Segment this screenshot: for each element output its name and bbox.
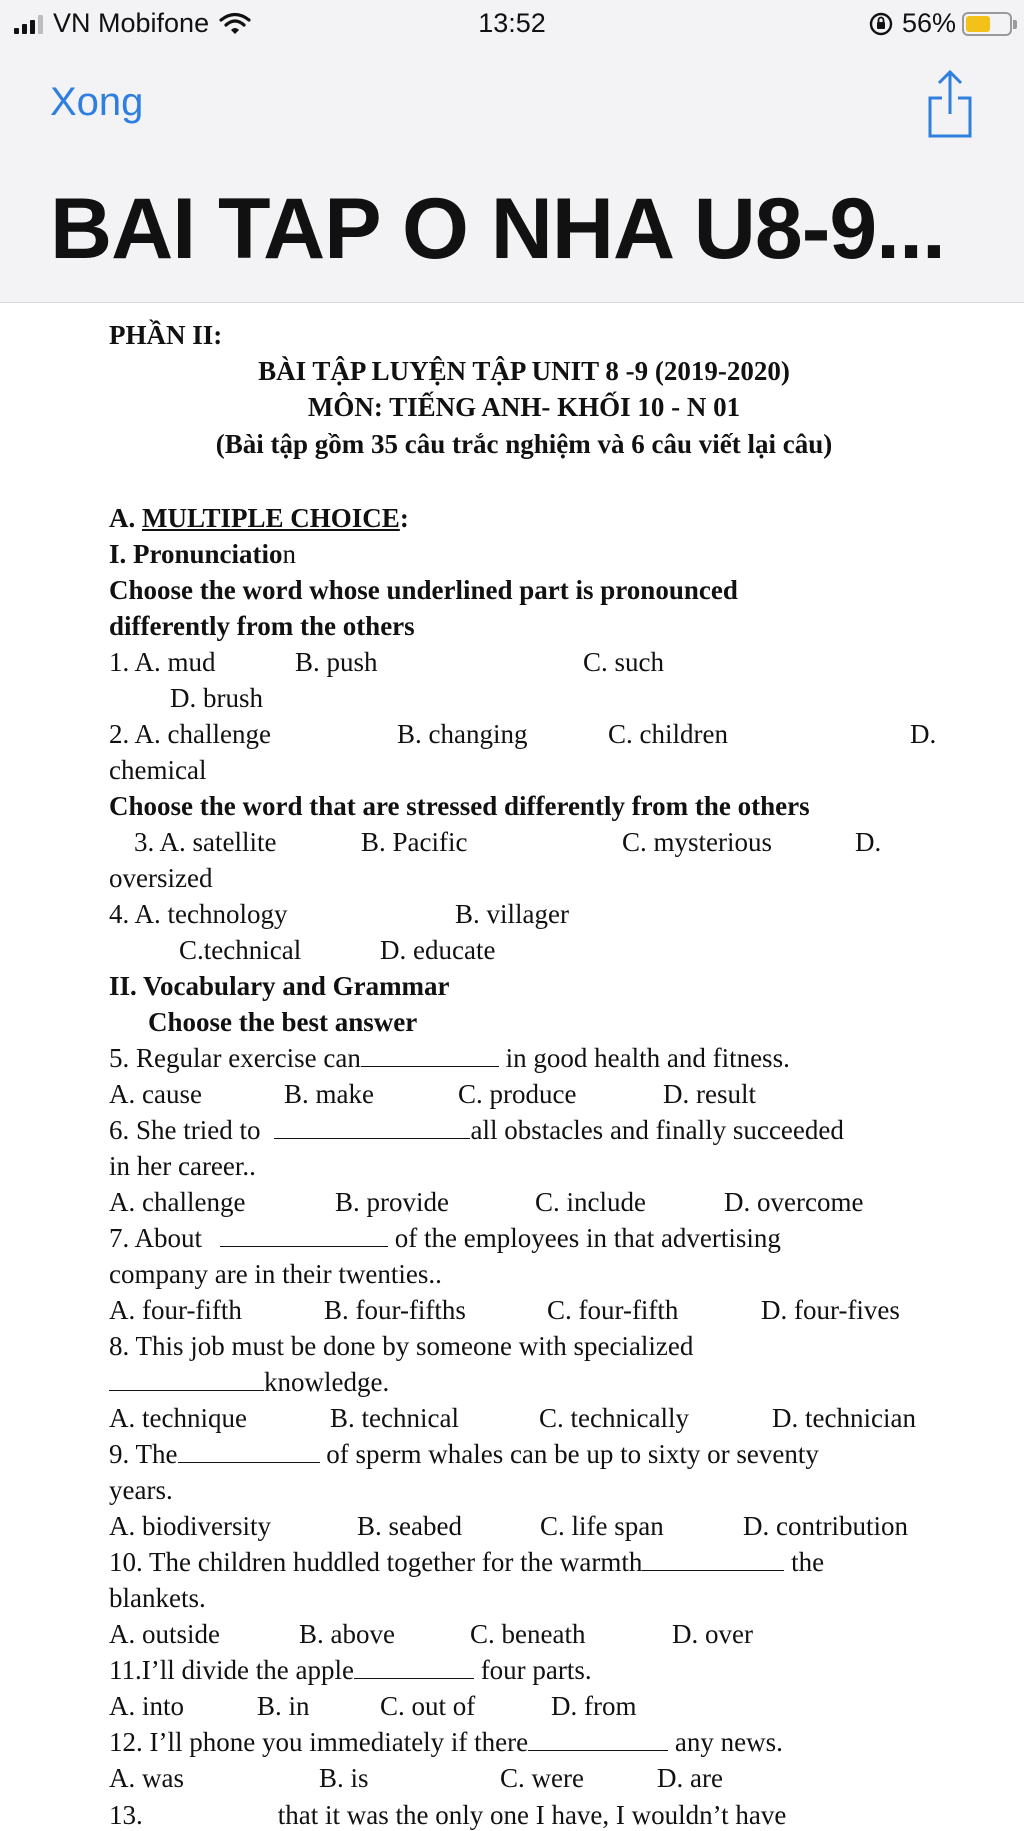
q6-stem-cont: in her career..	[109, 1151, 256, 1181]
document-title: BAI TAP O NHA U8-9...	[50, 181, 945, 277]
q7-option-a: A. four-fifth	[109, 1295, 242, 1325]
q9-option-a: A. biodiversity	[109, 1511, 271, 1541]
instruction-best-answer: Choose the best answer	[148, 1007, 418, 1037]
q11-option-a: A. into	[109, 1691, 185, 1721]
q3-option-b: B. Pacific	[361, 827, 468, 857]
battery-fill	[966, 16, 990, 32]
doc-heading-1: BÀI TẬP LUYỆN TẬP UNIT 8 -9 (2019-2020)	[258, 356, 790, 386]
carrier-name: VN Mobifone	[53, 8, 210, 38]
q3-option-d-label: D.	[855, 827, 882, 857]
q13-partial-line: 13. that it was the only one I have, I wouldn’t have	[109, 1800, 787, 1830]
q8-option-b: B. technical	[330, 1403, 459, 1433]
instruction-pronunciation-1: Choose the word whose underlined part is pronounced	[109, 575, 738, 605]
q8-stem: 8. This job must be done by someone with specialized	[109, 1331, 694, 1361]
section-pronunciation-heading: I. Pronunciation	[109, 539, 297, 569]
q11-option-b: B. in	[257, 1691, 310, 1721]
q8-option-a: A. technique	[109, 1403, 247, 1433]
q5-option-d: D. result	[663, 1079, 756, 1109]
q6-option-c: C. include	[535, 1187, 646, 1217]
q12-option-c: C. were	[500, 1763, 584, 1793]
q11-stem: 11.I’ll divide the apple four parts.	[109, 1655, 592, 1685]
doc-heading-2: MÔN: TIẾNG ANH- KHỐI 10 - N 01	[307, 392, 741, 422]
status-right	[868, 8, 1012, 39]
q1-option-c: C. such	[583, 647, 664, 677]
q1-option-b: B. push	[295, 647, 378, 677]
q3-option-c: C. mysterious	[622, 827, 773, 857]
status-bar	[0, 0, 1024, 50]
q6-option-b: B. provide	[335, 1187, 449, 1217]
q8-option-c: C. technically	[539, 1403, 689, 1433]
q5-option-b: B. make	[284, 1079, 374, 1109]
q12-option-d: D. are	[657, 1763, 723, 1793]
q7-stem-cont: company are in their twenties..	[109, 1259, 442, 1289]
q9-stem-cont: years.	[109, 1475, 173, 1505]
viewer-header	[0, 50, 1024, 303]
q11-option-c: C. out of	[380, 1691, 476, 1721]
q10-stem: 10. The children huddled together for the warmth the	[109, 1547, 825, 1577]
q9-stem: 9. The of sperm whales can be up to sixty or seventy	[109, 1439, 819, 1469]
q5-option-c: C. produce	[458, 1079, 577, 1109]
section-vocabulary-heading: II. Vocabulary and Grammar	[109, 971, 450, 1001]
share-icon[interactable]	[925, 68, 975, 140]
q10-option-b: B. above	[299, 1619, 395, 1649]
q9-option-b: B. seabed	[357, 1511, 462, 1541]
q2-option-a: 2. A. challenge	[109, 719, 271, 749]
q3-option-d-word: oversized	[109, 863, 213, 893]
q7-option-b: B. four-fifths	[324, 1295, 466, 1325]
q10-option-d: D. over	[672, 1619, 753, 1649]
q4-option-d: D. educate	[380, 935, 496, 965]
q8-option-d: D. technician	[772, 1403, 916, 1433]
q9-option-c: C. life span	[540, 1511, 664, 1541]
q1-option-a: 1. A. mud	[109, 647, 216, 677]
q10-stem-cont: blankets.	[109, 1583, 206, 1613]
q2-option-b: B. changing	[397, 719, 528, 749]
q6-option-a: A. challenge	[109, 1187, 246, 1217]
q7-stem: 7. About of the employees in that advertising	[109, 1223, 781, 1253]
q2-option-d-label: D.	[910, 719, 937, 749]
instruction-pronunciation-2: differently from the others	[109, 611, 415, 641]
q10-option-a: A. outside	[109, 1619, 220, 1649]
q2-option-c: C. children	[608, 719, 728, 749]
q12-option-a: A. was	[109, 1763, 184, 1793]
q1-option-d: D. brush	[170, 683, 263, 713]
done-button[interactable]: Xong	[50, 80, 144, 124]
q3-option-a: 3. A. satellite	[134, 827, 277, 857]
q7-option-c: C. four-fifth	[547, 1295, 679, 1325]
section-a-heading: A. MULTIPLE CHOICE:	[109, 503, 409, 533]
q8-stem-cont: knowledge.	[109, 1366, 389, 1398]
q12-stem: 12. I’ll phone you immediately if there any news.	[109, 1727, 783, 1757]
q10-option-c: C. beneath	[470, 1619, 586, 1649]
status-time: 13:52	[478, 8, 546, 38]
q7-option-d: D. four-fives	[761, 1295, 900, 1325]
q6-stem: 6. She tried to all obstacles and finally succeeded	[109, 1115, 844, 1145]
q5-option-a: A. cause	[109, 1079, 202, 1109]
q12-option-b: B. is	[319, 1763, 369, 1793]
q4-option-b: B. villager	[455, 899, 569, 929]
part-label: PHẦN II:	[109, 320, 223, 350]
orientation-lock-icon	[868, 11, 894, 37]
battery-percent: 56%	[901, 8, 956, 38]
q5-stem: 5. Regular exercise can in good health and fitness.	[109, 1043, 790, 1073]
q2-option-d-word: chemical	[109, 755, 207, 785]
q9-option-d: D. contribution	[743, 1511, 908, 1541]
document-page	[0, 303, 1024, 1830]
battery-icon	[962, 12, 1012, 36]
q11-option-d: D. from	[551, 1691, 637, 1721]
q4-option-c: C.technical	[179, 935, 302, 965]
q4-option-a: 4. A. technology	[109, 899, 288, 929]
instruction-stress: Choose the word that are stressed differently from the others	[109, 791, 810, 821]
doc-heading-3: (Bài tập gồm 35 câu trắc nghiệm và 6 câu viết lại câu)	[215, 429, 833, 459]
q6-option-d: D. overcome	[724, 1187, 864, 1217]
